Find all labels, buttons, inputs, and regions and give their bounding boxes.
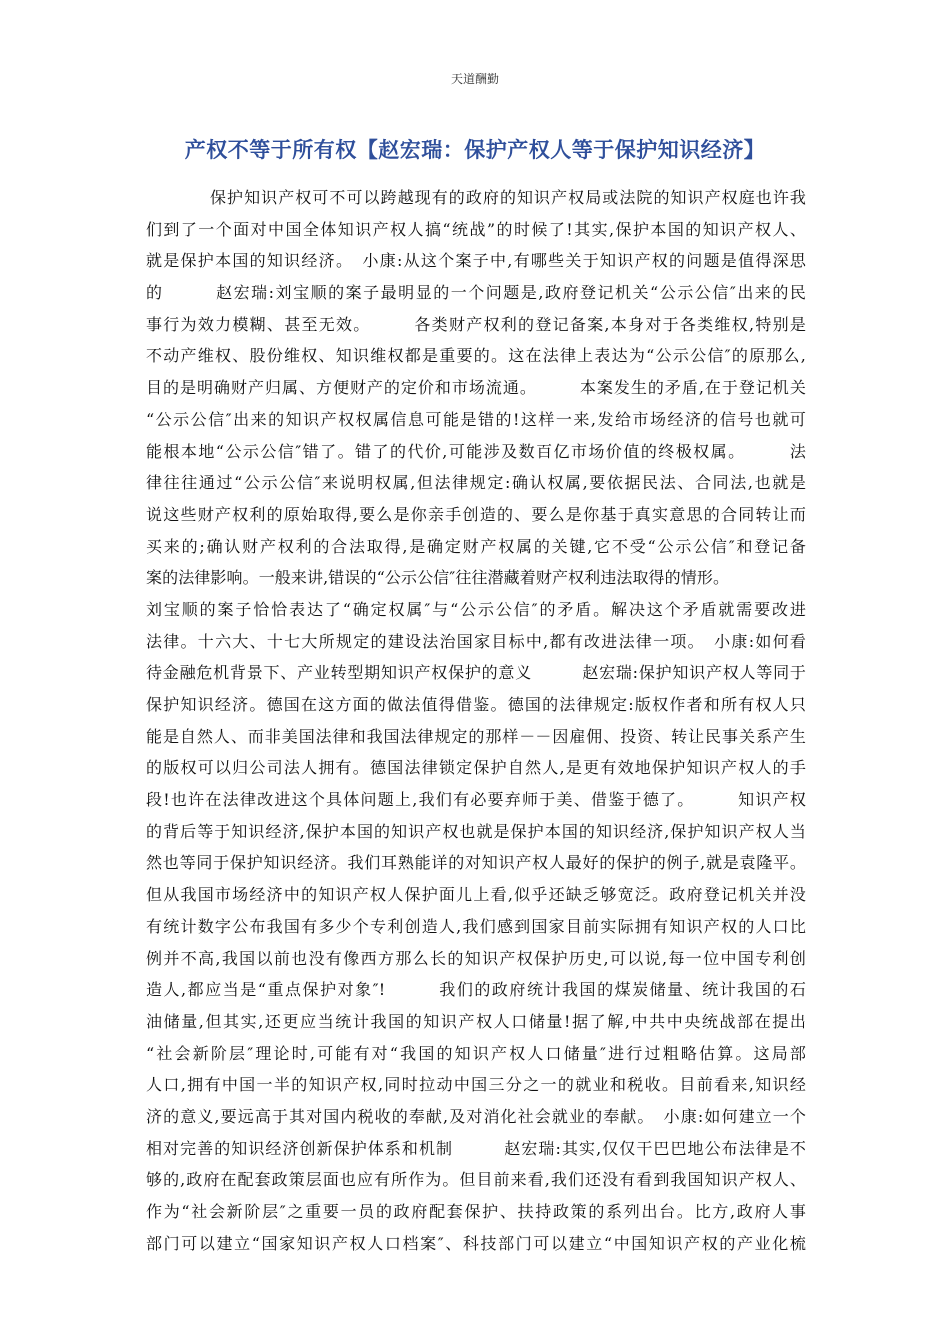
body-line: 保护知识经济。德国在这方面的做法值得借鉴。德国的法律规定:版权作者和所有权人只	[146, 695, 806, 714]
body-line: “社会新阶层″理论时,可能有对“我国的知识产权人口储量″进行过粗略估算。这局部	[146, 1043, 806, 1063]
body-line: 济的意义,要远高于其对国内税收的奉献,及对消化社会就业的奉献。 小康:如何建立一个	[146, 1106, 806, 1126]
body-line: 作为“社会新阶层″之重要一员的政府配套保护、扶持政策的系列出台。比方,政府人事	[146, 1202, 806, 1221]
body-line: 有统计数字公布我国有多少个专利创造人,我们感到国家目前实际拥有知识产权的人口比	[146, 916, 806, 936]
document-body	[146, 182, 806, 1259]
body-line: 造人,都应当是“重点保护对象″! 我们的政府统计我国的煤炭储量、统计我国的石	[146, 980, 806, 1000]
body-line: 案的法律影响。一般来讲,错误的“公示公信″往往潜藏着财产权利违法取得的情形。	[146, 568, 730, 588]
body-line: 部门可以建立“国家知识产权人口档案″、科技部门可以建立“中国知识产权的产业化梳	[146, 1233, 806, 1253]
body-line: 相对完善的知识经济创新保护体系和机制 赵宏瑞:其实,仅仅干巴巴地公布法律是不	[146, 1138, 806, 1158]
body-line: 能是自然人、而非美国法律和我国法律规定的那样－－因雇佣、投资、转让民事关系产生	[146, 726, 806, 746]
body-line: 保护知识产权可不可以跨越现有的政府的知识产权局或法院的知识产权庭也许我	[210, 188, 806, 207]
body-line: 然也等同于保护知识经济。我们耳熟能详的对知识产权人最好的保护的例子,就是袁隆平。	[146, 853, 806, 873]
body-line: 说这些财产权利的原始取得,要么是你亲手创造的、要么是你基于真实意思的合同转让而	[146, 504, 806, 524]
body-line: 段!也许在法律改进这个具体问题上,我们有必要弃师于美、借鉴于德了。 知识产权	[146, 790, 806, 810]
body-line: 够的,政府在配套政策层面也应有所作为。但目前来看,我们还没有看到我国知识产权人、	[146, 1170, 806, 1190]
body-line: 刘宝顺的案子恰恰表达了“确定权属″与“公示公信″的矛盾。解决这个矛盾就需要改进	[146, 599, 806, 619]
body-line: 人口,拥有中国一半的知识产权,同时拉动中国三分之一的就业和税收。目前看来,知识经	[146, 1075, 806, 1095]
body-line: 待金融危机背景下、产业转型期知识产权保护的意义 赵宏瑞:保护知识产权人等同于	[146, 663, 806, 683]
body-line: “公示公信″出来的知识产权权属信息可能是错的!这样一来,发给市场经济的信号也就可	[146, 409, 806, 429]
body-line: 法律。十六大、十七大所规定的建设法治国家目标中,都有改进法律一项。 小康:如何看	[146, 631, 806, 651]
body-line: 不动产维权、股份维权、知识维权都是重要的。这在法律上表达为“公示公信″的原那么,	[146, 346, 806, 366]
body-line: 例并不高,我国以前也没有像西方那么长的知识产权保护历史,可以说,每一位中国专利创	[146, 948, 806, 968]
body-line: 的 赵宏瑞:刘宝顺的案子最明显的一个问题是,政府登记机关“公示公信″出来的民	[146, 283, 806, 303]
body-line: 但从我国市场经济中的知识产权人保护面儿上看,似乎还缺乏够宽泛。政府登记机关并没	[146, 885, 806, 905]
document-title: 产权不等于所有权【赵宏瑞：保护产权人等于保护知识经济】	[184, 138, 766, 162]
body-line: 就是保护本国的知识经济。 小康:从这个案子中,有哪些关于知识产权的问题是值得深思	[146, 251, 806, 271]
body-line: 能根本地“公示公信″错了。错了的代价,可能涉及数百亿市场价值的终极权属。 法	[146, 441, 806, 461]
body-line: 目的是明确财产归属、方便财产的定价和市场流通。 本案发生的矛盾,在于登记机关	[146, 378, 806, 398]
body-line: 的版权可以归公司法人拥有。德国法律锁定保护自然人,是更有效地保护知识产权人的手	[146, 758, 806, 778]
body-line: 事行为效力模糊、甚至无效。 各类财产权利的登记备案,本身对于各类维权,特别是	[146, 314, 806, 334]
body-line: 们到了一个面对中国全体知识产权人搞“统战”的时候了!其实,保护本国的知识产权人、	[146, 219, 806, 239]
body-line: 律往往通过“公示公信″来说明权属,但法律规定:确认权属,要依据民法、合同法,也就是	[146, 473, 806, 493]
body-line: 买来的;确认财产权利的合法取得,是确定财产权属的关键,它不受“公示公信″和登记备	[146, 536, 806, 556]
body-line: 的背后等于知识经济,保护本国的知识产权也就是保护本国的知识经济,保护知识产权人当	[146, 821, 806, 841]
page-header: 天道酬勤	[450, 72, 499, 86]
body-line: 油储量,但其实,还更应当统计我国的知识产权人口储量!据了解,中共中央统战部在提出	[146, 1011, 806, 1031]
